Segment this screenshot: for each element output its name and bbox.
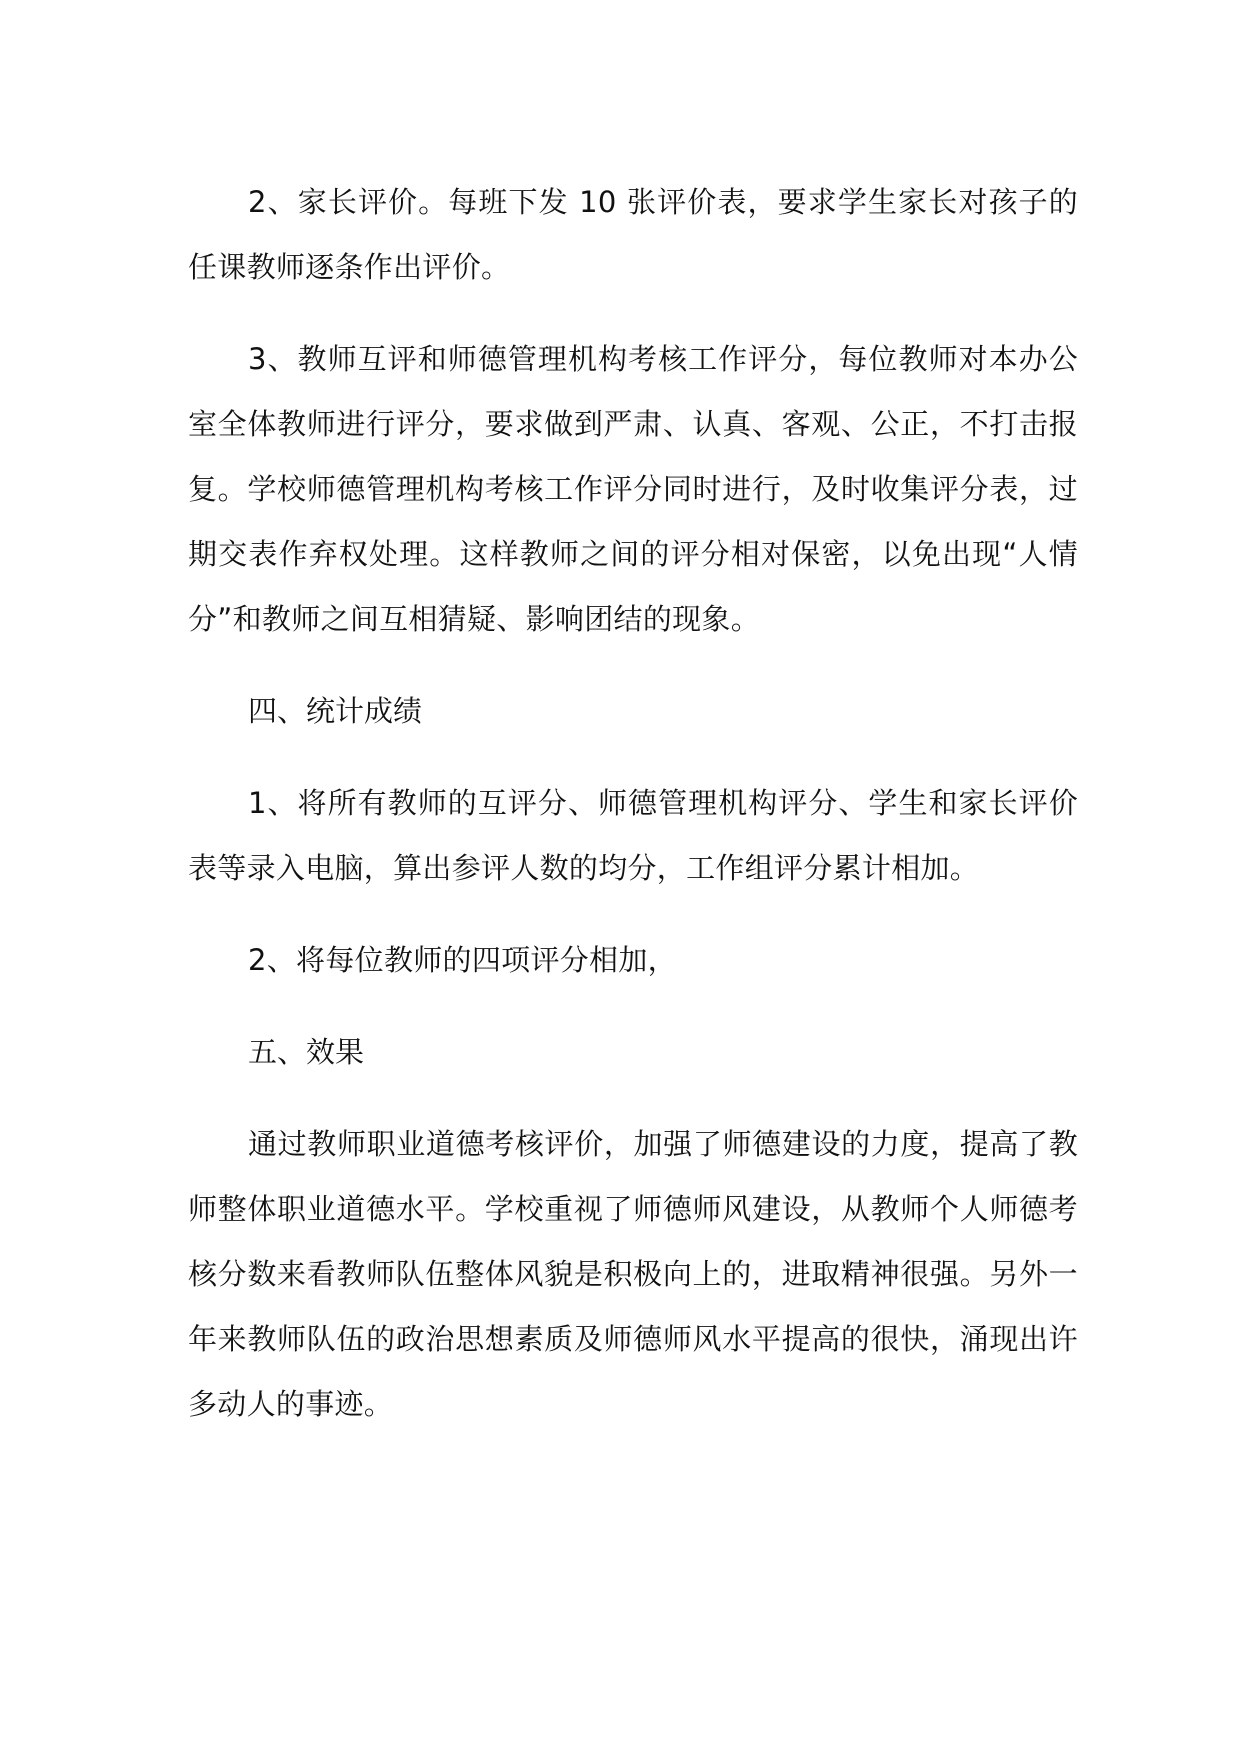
paragraph-data-entry: 1、将所有教师的互评分、师德管理机构评分、学生和家长评价表等录入电脑，算出参评人数的均分，工作组评分累计相加。 [188, 786, 1078, 885]
document-body [188, 170, 1078, 1464]
section-heading-effect: 五、效果 [248, 1035, 365, 1069]
section-heading-statistics: 四、统计成绩 [248, 694, 423, 728]
paragraph-effect-summary: 通过教师职业道德考核评价，加强了师德建设的力度，提高了教师整体职业道德水平。学校重视了师德师风建设，从教师个人师德考核分数来看教师队伍整体风貌是积极向上的，进取精神很强。另外一年来教师队伍的政治思想素质及师德师风水平提高的很快，涌现出许多动人的事迹。 [188, 1127, 1078, 1421]
paragraph-peer-evaluation: 3、教师互评和师德管理机构考核工作评分，每位教师对本办公室全体教师进行评分，要求做到严肃、认真、客观、公正，不打击报复。学校师德管理机构考核工作评分同时进行，及时收集评分表，过期交表作弃权处理。这样教师之间的评分相对保密，以免出现“人情分”和教师之间互相猜疑、影响团结的现象。 [188, 342, 1078, 636]
paragraph-score-sum: 2、将每位教师的四项评分相加， [248, 943, 677, 977]
paragraph-parent-evaluation: 2、家长评价。每班下发 10 张评价表，要求学生家长对孩子的任课教师逐条作出评价。 [188, 185, 1078, 284]
